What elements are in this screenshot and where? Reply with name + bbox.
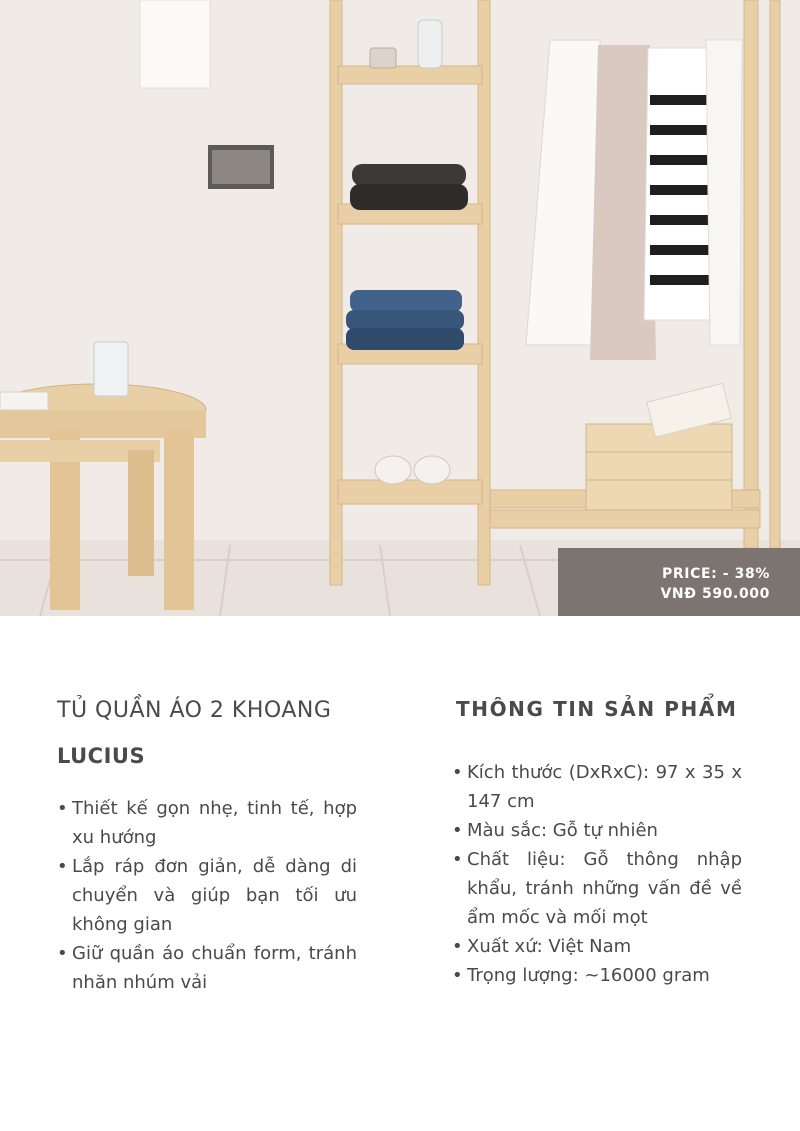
feature-list (57, 794, 357, 997)
list-item: • Thiết kế gọn nhẹ, tinh tế, hợp xu hướng (57, 794, 357, 852)
list-item: • Màu sắc: Gỗ tự nhiên (452, 816, 742, 845)
list-item: • Lắp ráp đơn giản, dễ dàng di chuyển và giúp bạn tối ưu không gian (57, 852, 357, 939)
list-item: • Kích thước (DxRxC): 97 x 35 x 147 cm (452, 758, 742, 816)
product-title: TỦ QUẦN ÁO 2 KHOANG (57, 698, 332, 723)
info-heading: THÔNG TIN SẢN PHẨM (456, 697, 738, 721)
list-item: • Trọng lượng: ~16000 gram (452, 961, 742, 990)
list-item: • Xuất xứ: Việt Nam (452, 932, 742, 961)
spec-list (452, 758, 742, 990)
price-badge (558, 548, 800, 616)
price-value: VNĐ 590.000 (660, 586, 770, 602)
list-item: • Chất liệu: Gỗ thông nhập khẩu, tránh những vấn đề về ẩm mốc và mối mọt (452, 845, 742, 932)
list-item: • Giữ quần áo chuẩn form, tránh nhăn nhúm vải (57, 939, 357, 997)
product-name: LUCIUS (57, 744, 146, 768)
price-discount: PRICE: - 38% (662, 566, 770, 582)
